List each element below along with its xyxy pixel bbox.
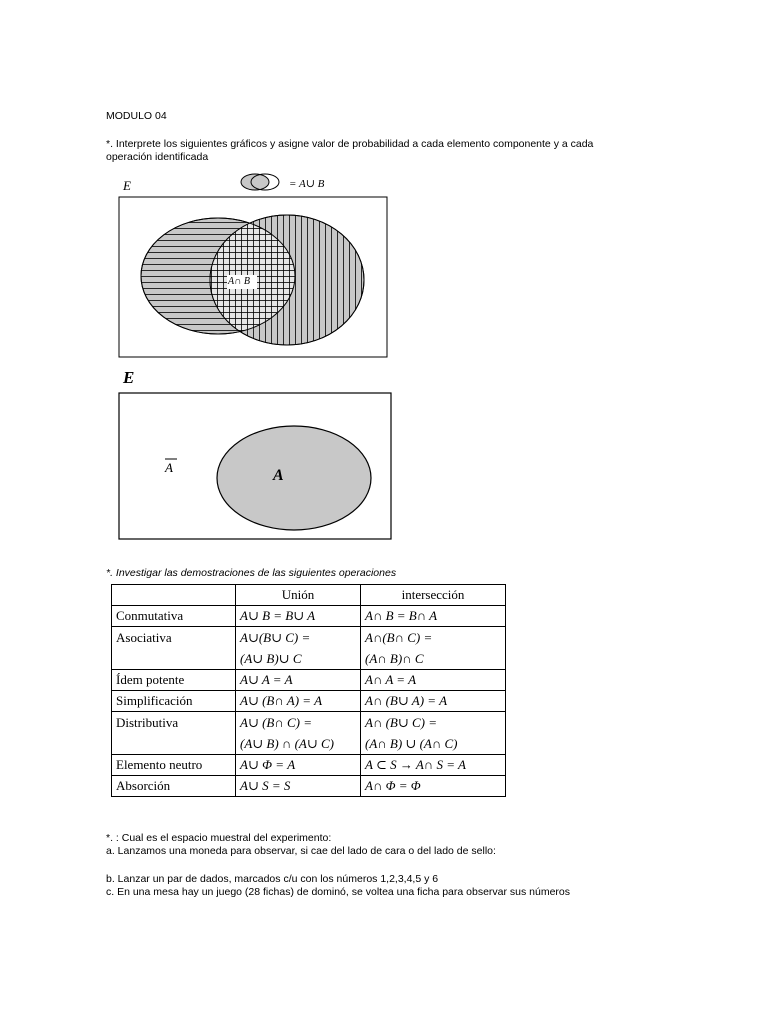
question-b: b. Lanzar un par de dados, marcados c/u con los números 1,2,3,4,5 y 6 xyxy=(106,873,439,885)
intersection-formula: A∩ (B∪ C) = (A∩ B) ∪ (A∩ C) xyxy=(361,712,506,755)
intersection-formula: A∩ B = B∩ A xyxy=(361,606,506,627)
set-a-label: A xyxy=(273,467,284,484)
union-formula: A∪(B∪ C) = (A∪ B)∪ C xyxy=(236,627,361,670)
venn-complement-svg xyxy=(118,368,398,543)
union-formula: A∪ Φ = A xyxy=(236,755,361,776)
table-header-union: Unión xyxy=(236,585,361,606)
table-header-property xyxy=(112,585,236,606)
intersection-formula: A∩ (B∪ A) = A xyxy=(361,691,506,712)
table-row xyxy=(112,755,506,776)
operations-table xyxy=(111,584,506,797)
union-formula: A∪ (B∩ C) = (A∪ B) ∩ (A∪ C) xyxy=(236,712,361,755)
union-formula: A∪ A = A xyxy=(236,670,361,691)
property-name: Ídem potente xyxy=(112,670,236,691)
table-header-intersection: intersección xyxy=(361,585,506,606)
union-label: = A∪ B xyxy=(289,178,325,190)
venn-diagram-complement xyxy=(118,368,398,543)
property-name: Conmutativa xyxy=(112,606,236,627)
property-name: Absorción xyxy=(112,776,236,797)
table-row xyxy=(112,691,506,712)
table-header-row xyxy=(112,585,506,606)
intersection-formula: A ⊂ S → A∩ S = A xyxy=(361,755,506,776)
property-name: Asociativa xyxy=(112,627,236,670)
section-heading-sample-space: *. : Cual es el espacio muestral del experimento: xyxy=(106,832,332,844)
instruction-text: *. Interprete los siguientes gráficos y asigne valor de probabilidad a cada elemento componente y a cada xyxy=(106,138,594,150)
table-row xyxy=(112,712,506,755)
universe-label-2: E xyxy=(123,368,135,387)
union-formula: A∪ (B∩ A) = A xyxy=(236,691,361,712)
table-row xyxy=(112,606,506,627)
union-formula: A∪ S = S xyxy=(236,776,361,797)
intersection-formula: A∩ A = A xyxy=(361,670,506,691)
set-a-ellipse xyxy=(217,426,371,530)
property-name: Elemento neutro xyxy=(112,755,236,776)
intersection-label: A∩ B xyxy=(228,276,250,287)
table-row xyxy=(112,776,506,797)
property-name: Simplificación xyxy=(112,691,236,712)
table-row xyxy=(112,627,506,670)
instruction-text-continued: operación identificada xyxy=(106,151,209,163)
venn-diagram-union xyxy=(115,168,395,363)
section-heading-demonstrations: *. Investigar las demostraciones de las siguientes operaciones xyxy=(106,567,397,579)
intersection-formula: A∩(B∩ C) = (A∩ B)∩ C xyxy=(361,627,506,670)
question-a: a. Lanzamos una moneda para observar, si cae del lado de cara o del lado de sello: xyxy=(106,845,496,857)
page-title: MODULO 04 xyxy=(106,110,167,122)
universe-label: E xyxy=(123,178,131,193)
property-name: Distributiva xyxy=(112,712,236,755)
complement-label: A xyxy=(165,460,173,475)
question-c: c. En una mesa hay un juego (28 fichas) de dominó, se voltea una ficha para observar sus números xyxy=(106,886,571,898)
intersection-formula: A∩ Φ = Φ xyxy=(361,776,506,797)
table-row xyxy=(112,670,506,691)
venn-union-svg xyxy=(115,168,395,363)
union-formula: A∪ B = B∪ A xyxy=(236,606,361,627)
